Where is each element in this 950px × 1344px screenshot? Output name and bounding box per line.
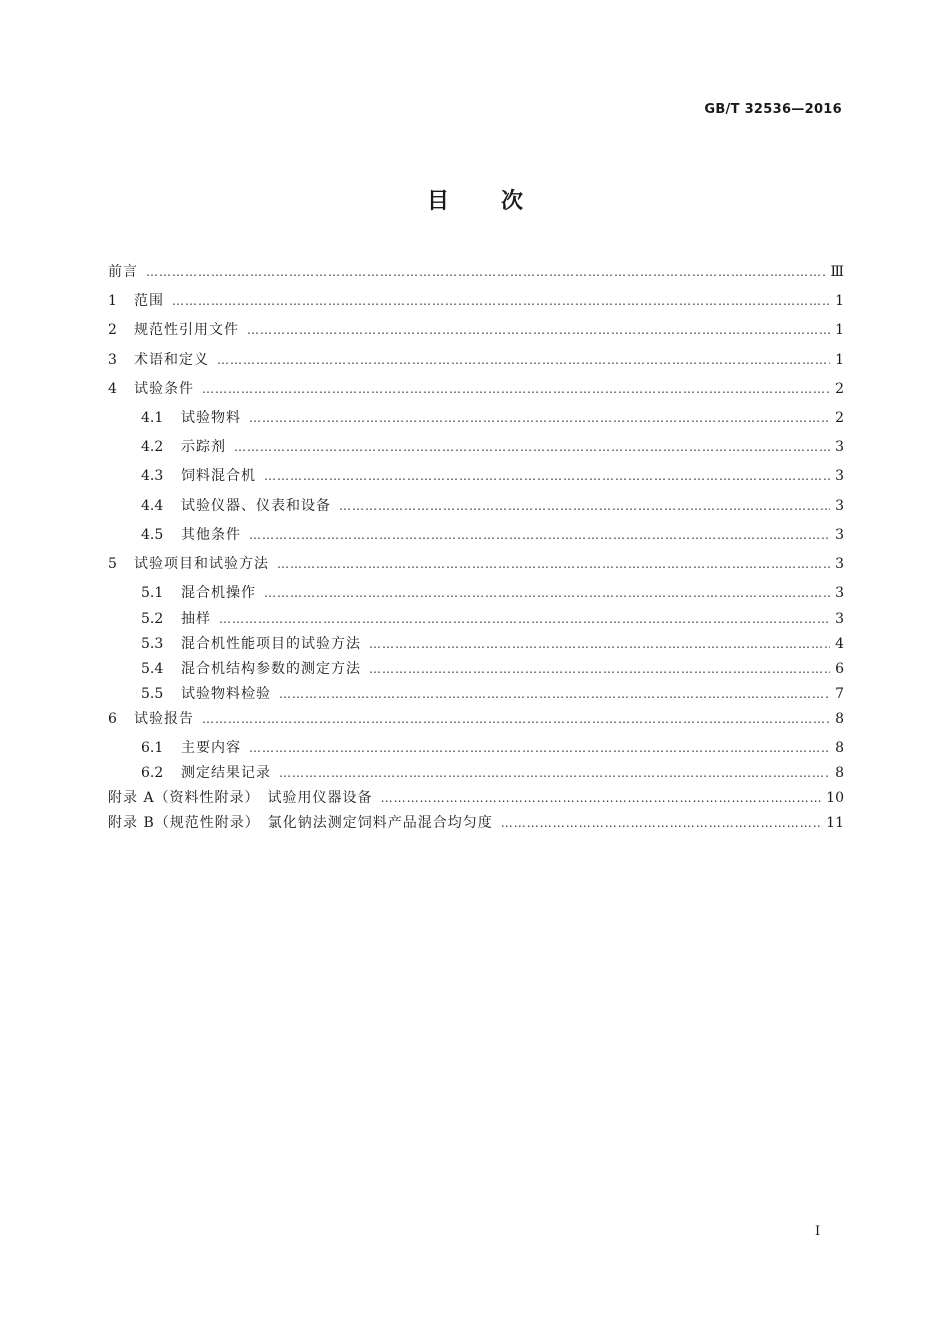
toc-leader-dots [172, 289, 830, 314]
toc-entry-label: 附录 B（规范性附录） 氯化钠法测定饲料产品混合均匀度 [108, 815, 493, 831]
toc-entry[interactable] [108, 632, 844, 657]
toc-entry-label: 试验报告 [134, 711, 194, 727]
toc-entry-number: 6.1 [141, 740, 164, 756]
toc-entry[interactable] [108, 348, 844, 373]
toc-entry[interactable] [108, 761, 844, 786]
toc-leader-dots [279, 682, 830, 707]
toc-entry-number: 4.3 [141, 468, 164, 484]
toc-entry-number: 4.4 [141, 498, 164, 514]
toc-entry-number: 5.2 [141, 611, 164, 627]
toc-entry[interactable] [108, 811, 844, 836]
toc-entry-page: 10 [826, 790, 844, 806]
toc-entry-number: 5 [108, 556, 117, 572]
toc-entry-number: 1 [108, 293, 117, 309]
toc-entry-page: 3 [835, 439, 844, 455]
toc-entry-label: 范围 [134, 293, 164, 309]
toc-entry-page: 8 [835, 740, 844, 756]
toc-entry[interactable] [108, 657, 844, 682]
page-title [0, 184, 950, 215]
toc-leader-dots [369, 657, 830, 682]
toc-leader-dots [264, 464, 830, 489]
toc-entry-page: 8 [835, 765, 844, 781]
toc-entry-label: 主要内容 [181, 740, 241, 756]
toc-entry-label: 混合机结构参数的测定方法 [181, 661, 361, 677]
toc-entry[interactable] [108, 289, 844, 314]
toc-entry-label: 其他条件 [181, 527, 241, 543]
toc-entry-label: 试验物料检验 [181, 686, 271, 702]
toc-entry[interactable] [108, 494, 844, 519]
toc-entry-page: 1 [835, 322, 844, 338]
toc-entry-number: 4 [108, 381, 117, 397]
toc-entry[interactable] [108, 377, 844, 402]
toc-entry-label: 附录 A（资料性附录） 试验用仪器设备 [108, 790, 373, 806]
toc-leader-dots [277, 552, 830, 577]
toc-entry-page: 11 [826, 815, 844, 831]
toc-entry-number: 4.5 [141, 527, 164, 543]
toc-entry-number: 5.1 [141, 585, 164, 601]
toc-entry[interactable] [108, 318, 844, 343]
toc-entry-number: 4.2 [141, 439, 164, 455]
toc-entry-label: 试验项目和试验方法 [134, 556, 269, 572]
toc-leader-dots [146, 260, 826, 285]
toc-leader-dots [217, 348, 830, 373]
toc-entry-label: 混合机性能项目的试验方法 [181, 636, 361, 652]
title-char-1: 目 [426, 189, 449, 214]
toc-leader-dots [249, 406, 830, 431]
toc-entry-page: 6 [835, 661, 844, 677]
toc-entry-label: 示踪剂 [181, 439, 226, 455]
toc-leader-dots [247, 318, 830, 343]
toc-leader-dots [249, 736, 830, 761]
toc-leader-dots [381, 786, 823, 811]
toc-entry-page: 3 [835, 468, 844, 484]
toc-entry-page: 3 [835, 585, 844, 601]
toc-entry[interactable] [108, 552, 844, 577]
toc-entry-label: 饲料混合机 [181, 468, 256, 484]
toc-entry[interactable] [108, 682, 844, 707]
toc-entry-number: 2 [108, 322, 117, 338]
toc-entry-page: Ⅲ [830, 264, 844, 280]
toc-entry[interactable] [108, 406, 844, 431]
toc-entry-page: 3 [835, 498, 844, 514]
toc-entry[interactable] [108, 260, 844, 285]
toc-leader-dots [202, 707, 830, 732]
toc-entry-number: 6 [108, 711, 117, 727]
toc-entry[interactable] [108, 607, 844, 632]
toc-entry-label: 试验物料 [181, 410, 241, 426]
toc-entry-label: 测定结果记录 [181, 765, 271, 781]
toc-entry-number: 6.2 [141, 765, 164, 781]
toc-entry-label: 试验仪器、仪表和设备 [181, 498, 331, 514]
toc-entry-label: 抽样 [181, 611, 211, 627]
toc-entry-page: 1 [835, 293, 844, 309]
toc-entry-page: 3 [835, 527, 844, 543]
toc-entry[interactable] [108, 435, 844, 460]
toc-leader-dots [279, 761, 830, 786]
toc-entry-page: 2 [835, 410, 844, 426]
toc-entry-number: 5.3 [141, 636, 164, 652]
toc-entry[interactable] [108, 786, 844, 811]
toc-entry-page: 2 [835, 381, 844, 397]
toc-entry-number: 3 [108, 352, 117, 368]
toc-entry-page: 8 [835, 711, 844, 727]
toc-entry[interactable] [108, 736, 844, 761]
toc-leader-dots [501, 811, 822, 836]
toc-entry-label: 混合机操作 [181, 585, 256, 601]
toc-entry-label: 规范性引用文件 [134, 322, 239, 338]
toc-leader-dots [249, 523, 830, 548]
toc-entry-number: 5.5 [141, 686, 164, 702]
document-code: GB/T 32536—2016 [704, 102, 842, 117]
toc-entry-label: 前言 [108, 264, 138, 280]
toc-entry-page: 3 [835, 556, 844, 572]
toc-entry[interactable] [108, 523, 844, 548]
toc-entry-page: 1 [835, 352, 844, 368]
toc-leader-dots [234, 435, 830, 460]
toc-leader-dots [219, 607, 830, 632]
title-char-2: 次 [501, 189, 524, 214]
toc-leader-dots [369, 632, 830, 657]
toc-entry-number: 5.4 [141, 661, 164, 677]
toc-leader-dots [264, 581, 830, 606]
toc-entry-number: 4.1 [141, 410, 164, 426]
toc-entry-page: 4 [835, 636, 844, 652]
toc-entry-page: 7 [835, 686, 844, 702]
toc-entry[interactable] [108, 581, 844, 606]
toc-entry-label: 试验条件 [134, 381, 194, 397]
toc-entry[interactable] [108, 464, 844, 489]
toc-entry-page: 3 [835, 611, 844, 627]
toc-entry-label: 术语和定义 [134, 352, 209, 368]
footer-page-number: Ⅰ [815, 1224, 821, 1239]
toc-leader-dots [339, 494, 830, 519]
toc-entry[interactable] [108, 707, 844, 732]
toc-leader-dots [202, 377, 830, 402]
